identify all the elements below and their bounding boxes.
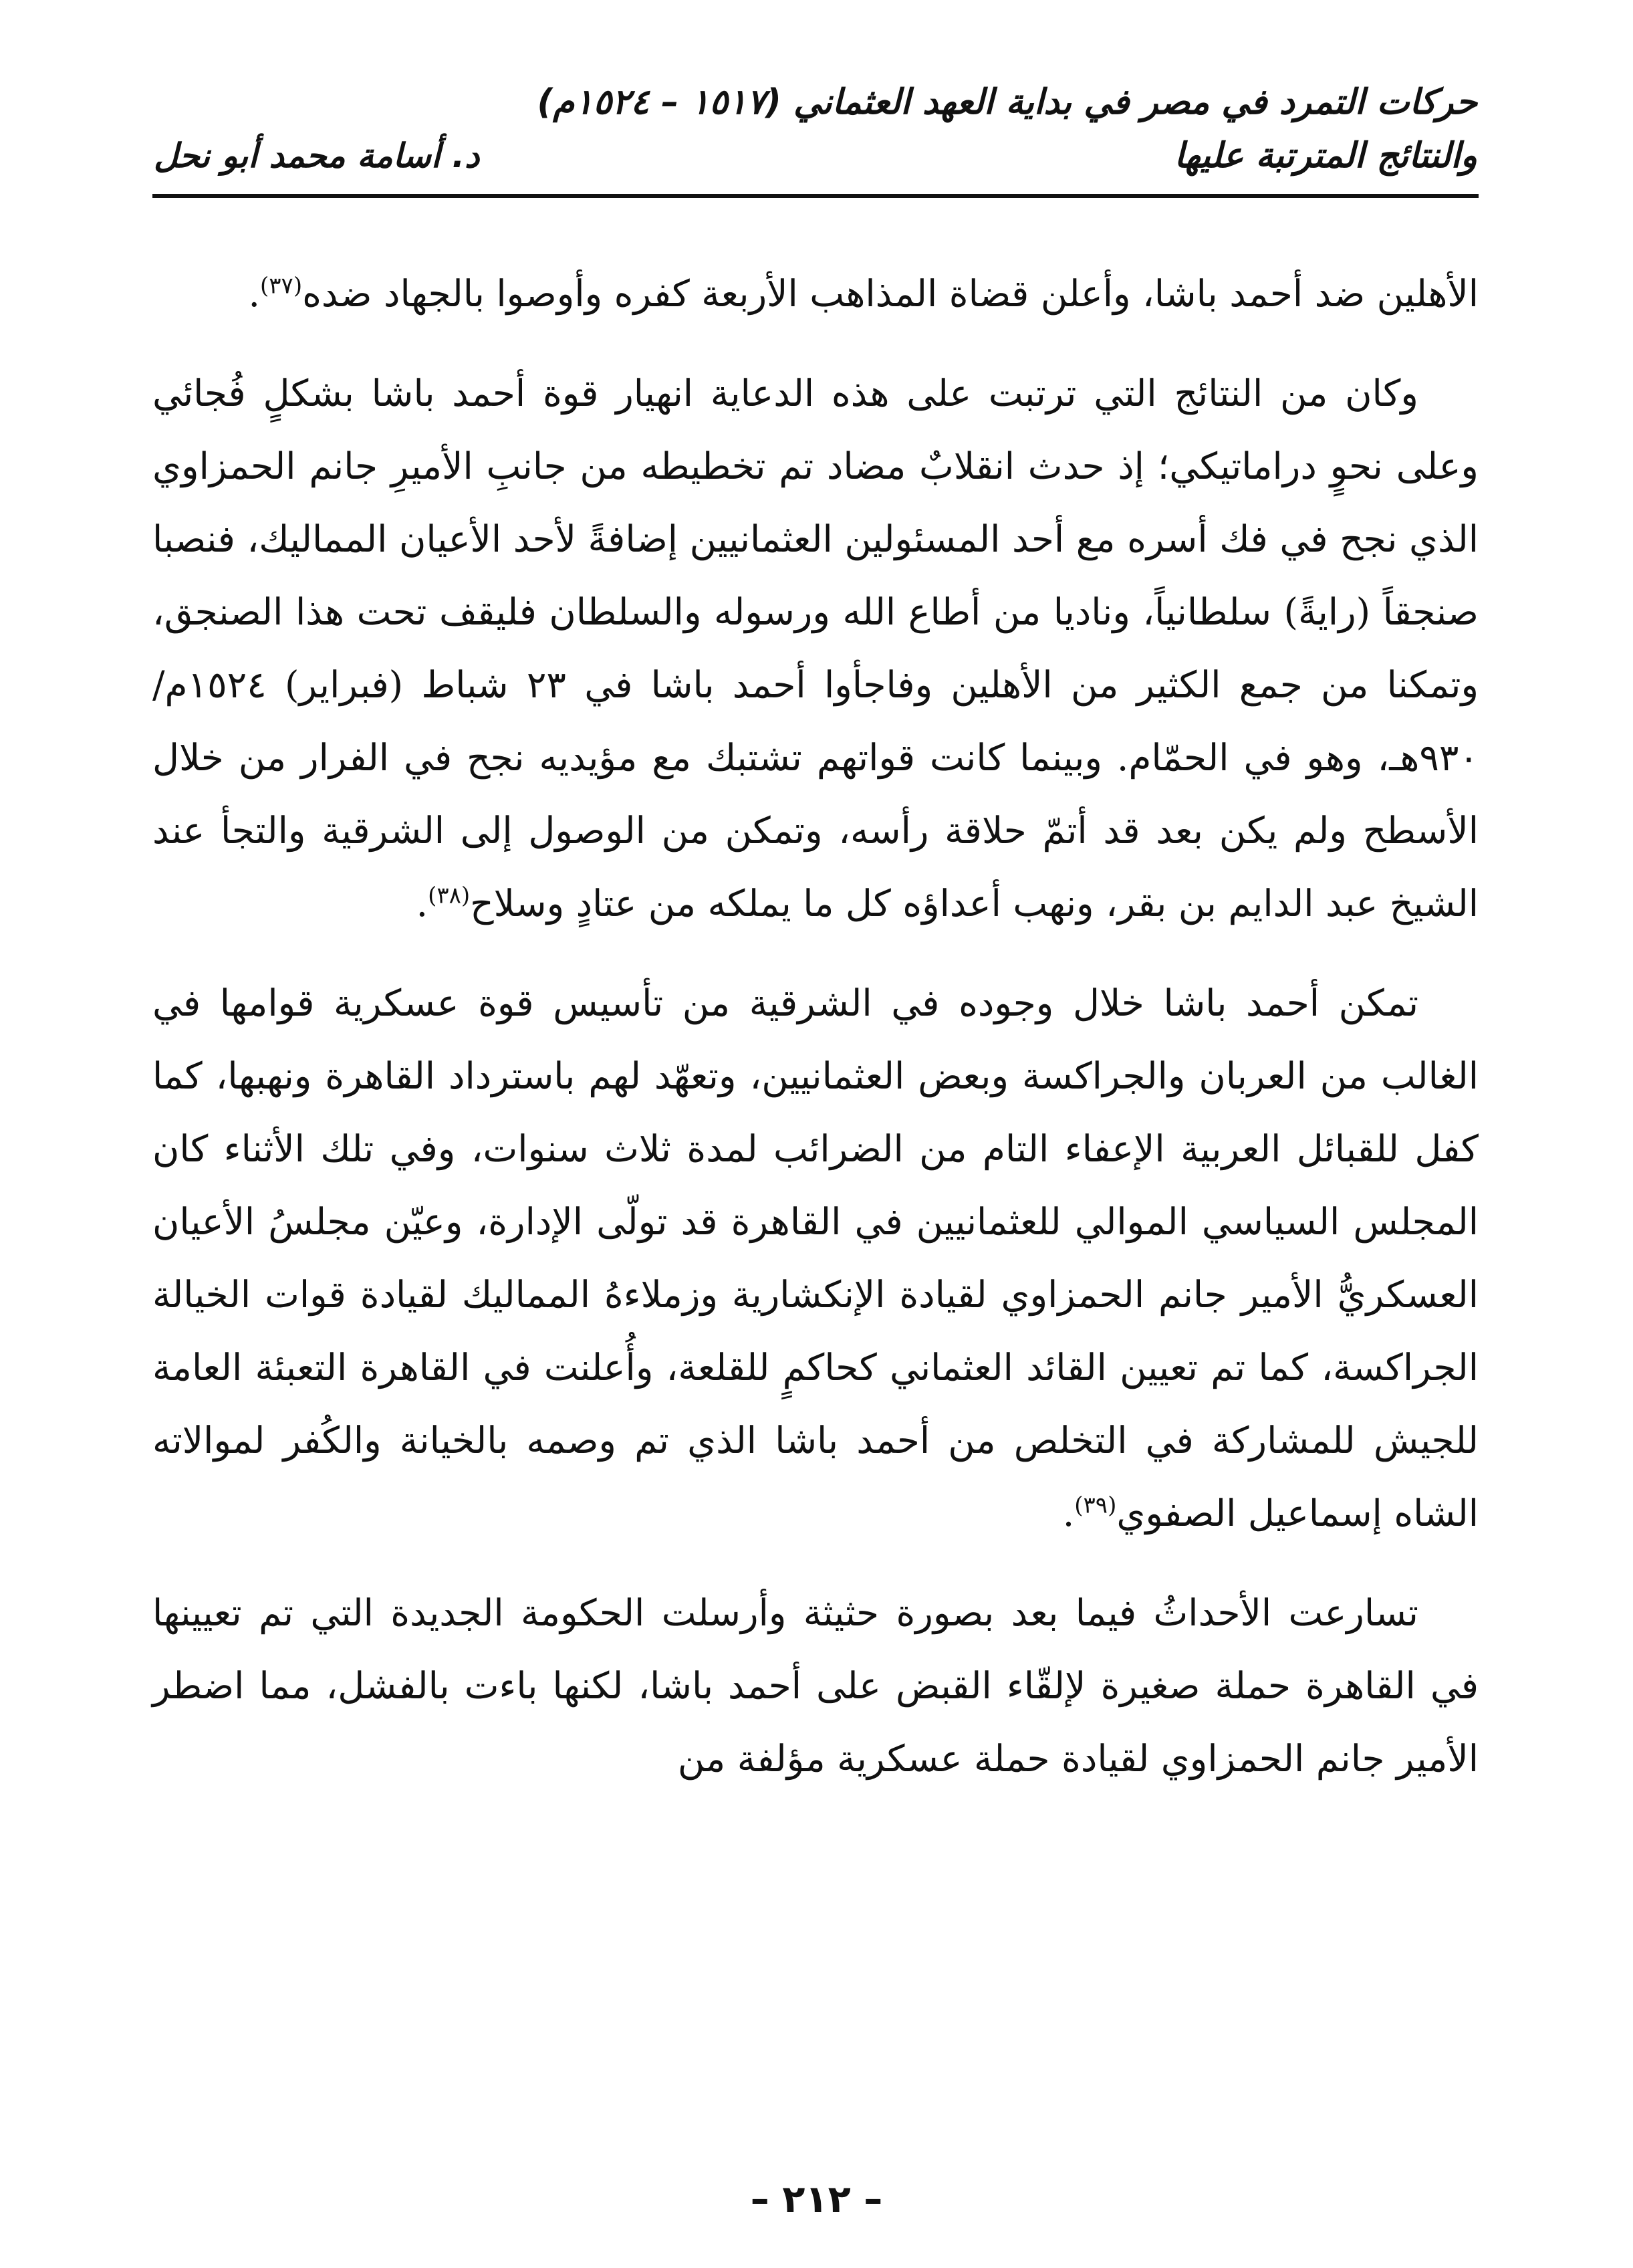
paragraph xyxy=(152,257,1479,330)
footnote-marker: (٣٨) xyxy=(428,882,471,909)
paragraph xyxy=(152,1577,1479,1795)
header-title-line-2: والنتائج المترتبة عليها xyxy=(1174,136,1477,176)
paragraph-text: الأهلين ضد أحمد باشا، وأعلن قضاة المذاهب الأربعة كفره وأوصوا بالجهاد ضده xyxy=(302,272,1479,315)
footnote-marker: (٣٩) xyxy=(1074,1492,1117,1519)
paragraph-end: . xyxy=(416,882,428,925)
paragraph-text: وكان من النتائج التي ترتبت على هذه الدعاية انهيار قوة أحمد باشا بشكلٍ فُجائي وعلى نحوٍ دراماتيكي؛ إذ حدث انقلابٌ مضاد تم تخطيطه من جانبِ الأميرِ جانم الحمزاوي الذي نجح في فك أسره مع أحد المسئولين العثمانيين إضافةً لأحد الأعيان المماليك، فنصبا صنجقاً (رايةً) سلطانياً، وناديا من أطاع الله ورسوله والسلطان فليقف تحت هذا الصنجق، وتمكنا من جمع الكثير من الأهلين وفاجأوا أحمد باشا في ٢٣ شباط (فبراير) ١٥٢٤م/٩٣٠هـ، وهو في الحمّام. وبينما كانت قواتهم تشتبك مع مؤيديه نجح في الفرار من خلال الأسطح ولم يكن بعد قد أتمّ حلاقة رأسه، وتمكن من الوصول إلى الشرقية والتجأ عند الشيخ عبد الدايم بن بقر، ونهب أعداؤه كل ما يملكه من عتادٍ وسلاح xyxy=(152,372,1479,925)
paragraph-text: تمكن أحمد باشا خلال وجوده في الشرقية من تأسيس قوة عسكرية قوامها في الغالب من العربان والجراكسة وبعض العثمانيين، وتعهّد لهم باسترداد القاهرة ونهبها، كما كفل للقبائل العربية الإعفاء التام من الضرائب لمدة ثلاث سنوات، وفي تلك الأثناء كان المجلس السياسي الموالي للعثمانيين في القاهرة قد تولّى الإدارة، وعيّن مجلسُ الأعيان العسكريُّ الأمير جانم الحمزاوي لقيادة الإنكشارية وزملاءهُ المماليك لقيادة قوات الخيالة الجراكسة، كما تم تعيين القائد العثماني كحاكمٍ للقلعة، وأُعلنت في القاهرة التعبئة العامة للجيش للمشاركة في التخلص من أحمد باشا الذي تم وصمه بالخيانة والكُفر لموالاته الشاه إسماعيل الصفوي xyxy=(152,982,1479,1535)
header-title-line-1: حركات التمرد في مصر في بداية العهد العثماني (١٥١٧ – ١٥٢٤م) xyxy=(537,82,1477,122)
body-text xyxy=(152,257,1479,1795)
paragraph-text: تسارعت الأحداثُ فيما بعد بصورة حثيثة وأرسلت الحكومة الجديدة التي تم تعيينها في القاهرة حملة صغيرة لإلقّاء القبض على أحمد باشا، لكنها باءت بالفشل، مما اضطر الأمير جانم الحمزاوي لقيادة حملة عسكرية مؤلفة من xyxy=(152,1591,1479,1780)
header-author: د. أسامة محمد أبو نحل xyxy=(154,136,480,175)
paragraph-end: . xyxy=(1062,1492,1075,1535)
paragraph-end: . xyxy=(248,272,261,315)
paragraph xyxy=(152,357,1479,940)
footnote-marker: (٣٧) xyxy=(260,272,303,300)
paragraph xyxy=(152,967,1479,1550)
header-divider xyxy=(152,194,1479,198)
page-number: – ٢١٢ – xyxy=(750,2178,883,2221)
running-header xyxy=(154,79,1477,206)
